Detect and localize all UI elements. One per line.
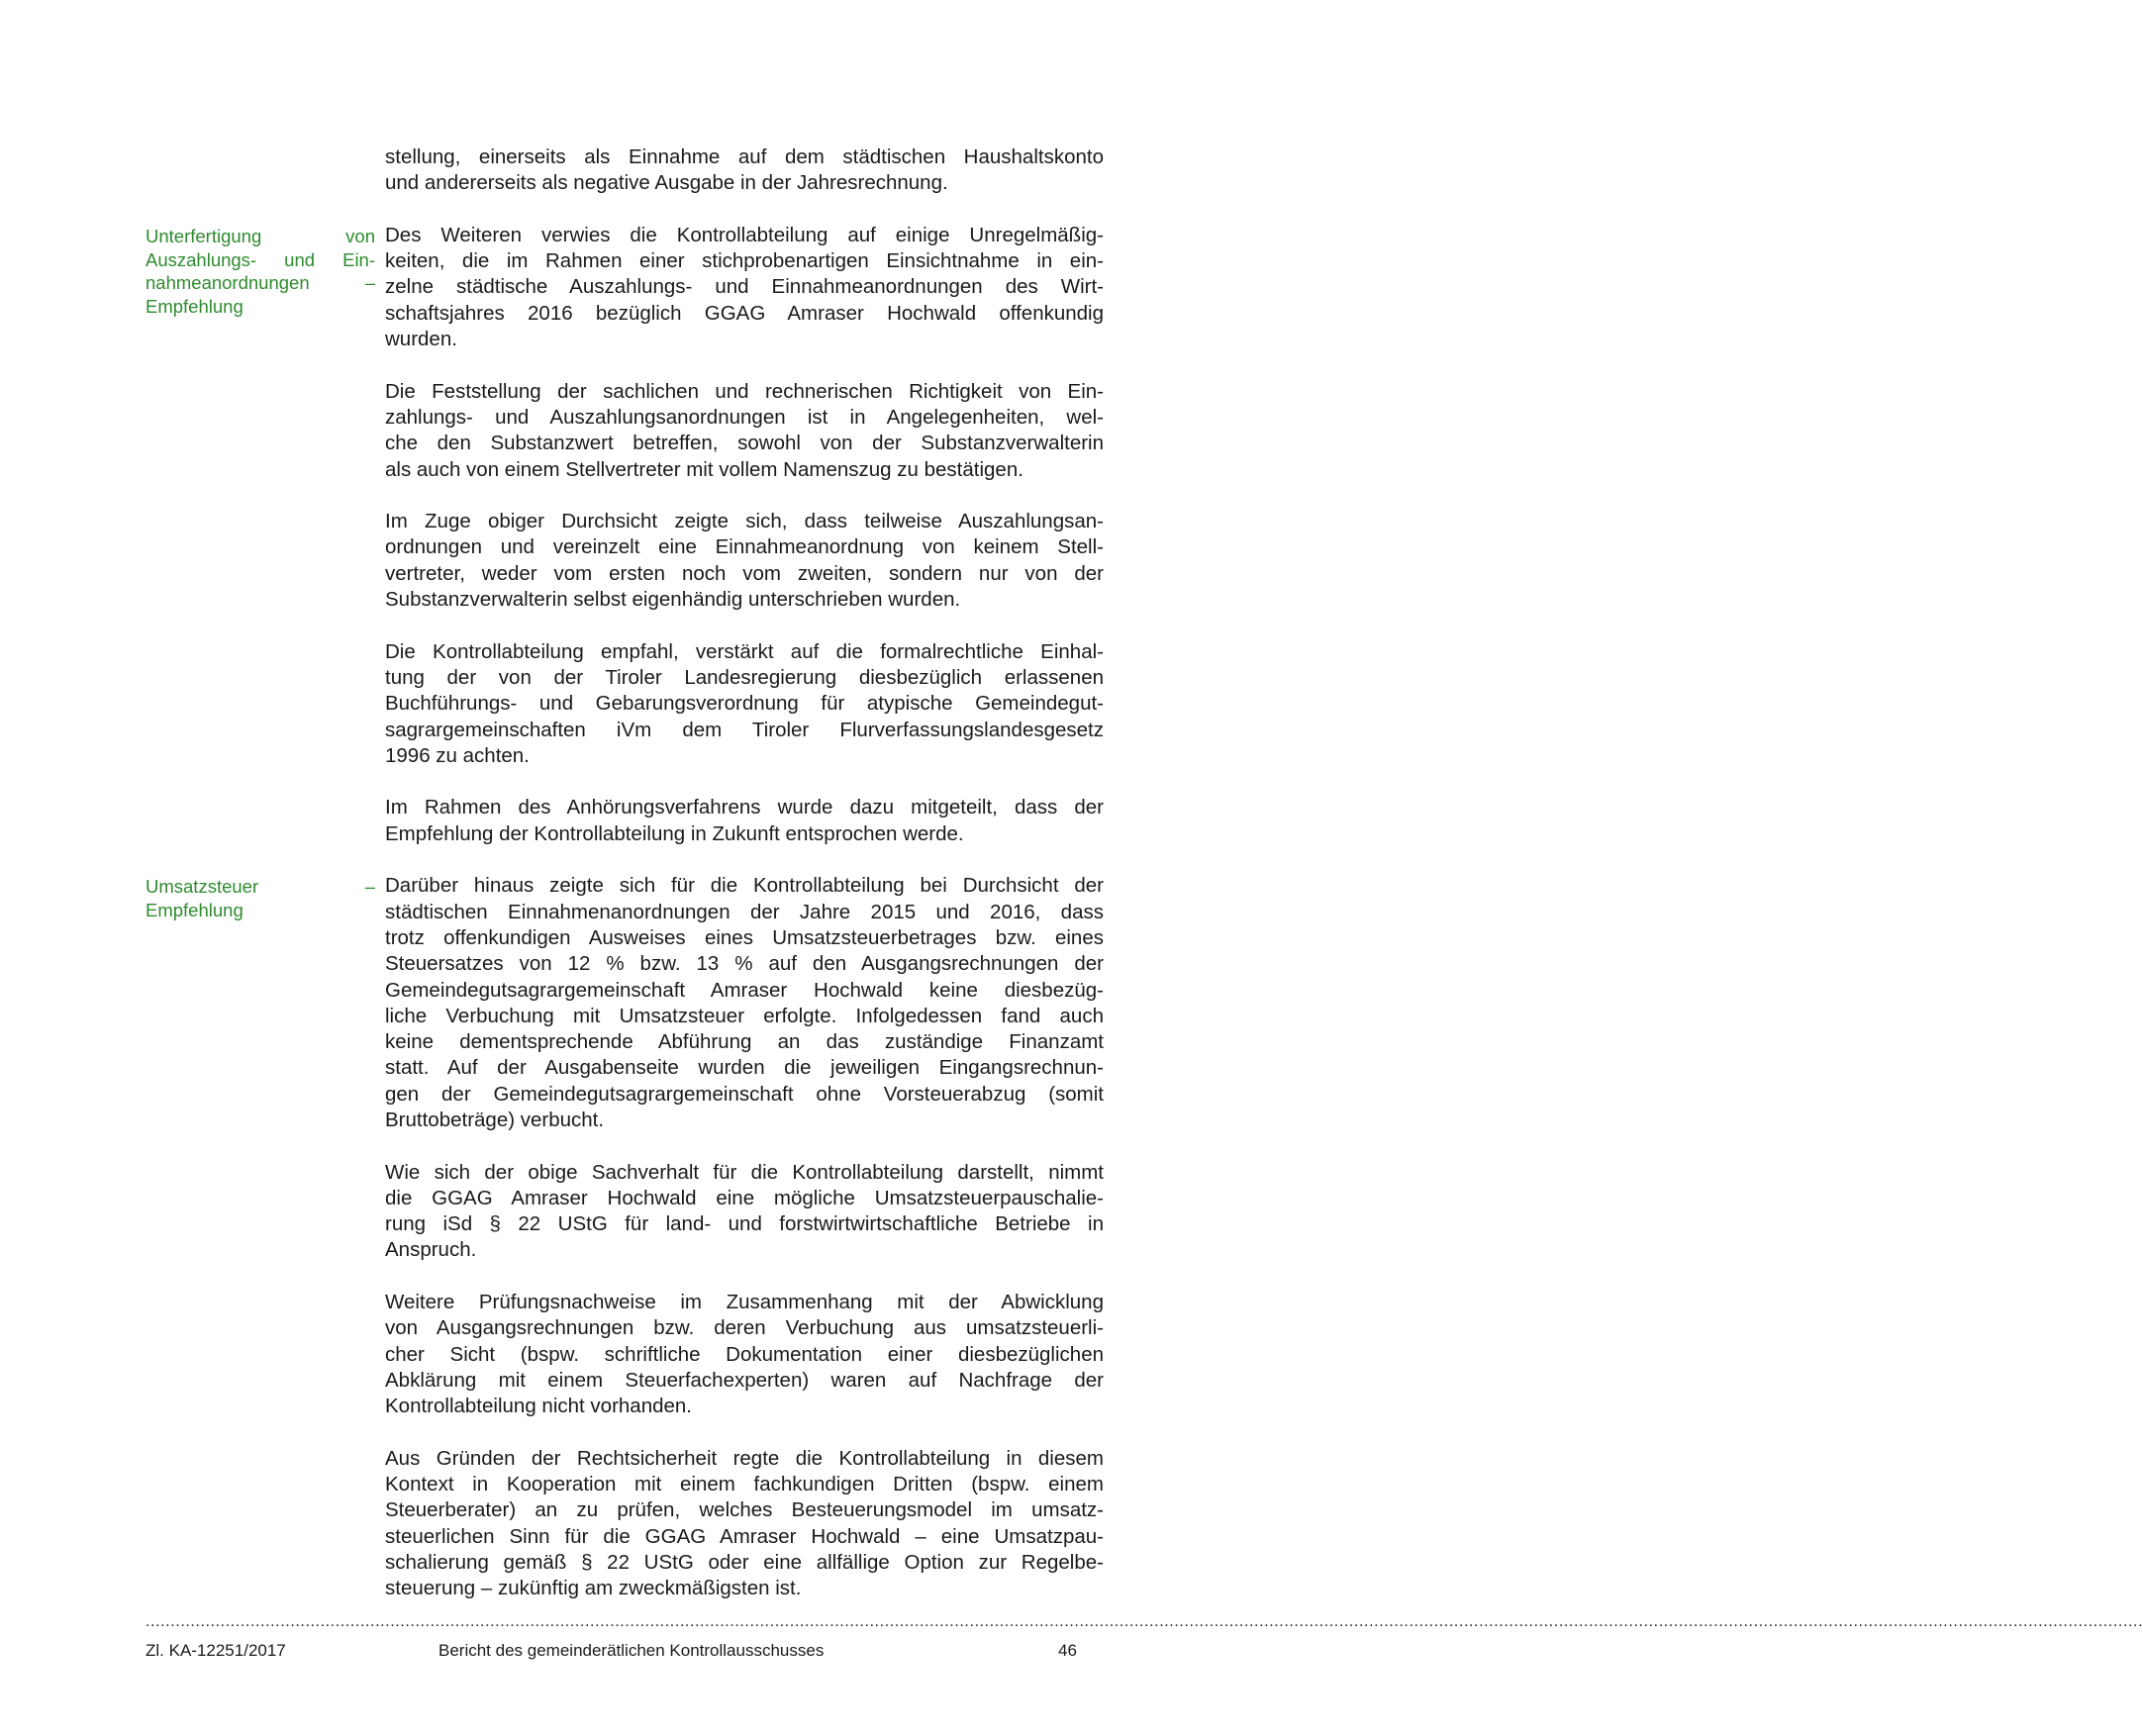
paragraph (385, 1160, 1104, 1264)
text-line: liche Verbuchung mit Umsatzsteuer erfolgte. Infolgedessen fand auch (385, 1004, 1104, 1027)
text-line: cher Sicht (bspw. schriftliche Dokumentation einer diesbezüglichen (385, 1342, 1104, 1366)
footer-title: Bericht des gemeinderätlichen Kontrollausschusses (438, 1641, 825, 1660)
text-line: Buchführungs- und Gebarungsverordnung für atypische Gemeindegut- (385, 692, 1104, 716)
paragraph (385, 379, 1104, 483)
text-line: zahlungs- und Auszahlungsanordnungen ist in Angelegenheiten, wel- (385, 405, 1104, 429)
text-line: Gemeindegutsagrargemeinschaft Amraser Hochwald keine diesbezüg- (385, 978, 1104, 1002)
text-line: keiten, die im Rahmen einer stichprobenartigen Einsichtnahme in ein- (385, 249, 1104, 273)
paragraph (385, 639, 1104, 769)
text-line: stellung, einerseits als Einnahme auf dem städtischen Haushaltskonto (385, 145, 1104, 168)
text-line: Die Kontrollabteilung empfahl, verstärkt auf die formalrechtliche Einhal- (385, 639, 1104, 663)
text-line: vertreter, weder vom ersten noch vom zweiten, sondern nur von der (385, 561, 1104, 585)
text-line: trotz offenkundigen Ausweises eines Umsatzsteuerbetrages bzw. eines (385, 925, 1104, 949)
text-line: gen der Gemeindegutsagrargemeinschaft ohne Vorsteuerabzug (somit (385, 1082, 1104, 1106)
page-number: 46 (1058, 1641, 1077, 1660)
text-line: und andererseits als negative Ausgabe in der Jahresrechnung. (385, 171, 948, 195)
text-line: Substanzverwalterin selbst eigenhändig unterschrieben wurden. (385, 588, 961, 612)
margin-note-umsatzsteuer (146, 875, 375, 921)
text-line: sagrargemeinschaften iVm dem Tiroler Flurverfassungslandesgesetz (385, 718, 1104, 741)
text-line: steuerung – zukünftig am zweckmäßigsten ist. (385, 1577, 802, 1600)
text-line: Auszahlungs- und Ein- (146, 248, 375, 270)
text-line: wurden. (385, 328, 457, 351)
text-line: Steuerberater) an zu prüfen, welches Besteuerungsmodel im umsatz- (385, 1498, 1104, 1522)
text-line: Aus Gründen der Rechtsicherheit regte die Kontrollabteilung in diesem (385, 1446, 1104, 1470)
text-line: schaftsjahres 2016 bezüglich GGAG Amraser Hochwald offenkundig (385, 301, 1104, 325)
text-line: Im Rahmen des Anhörungsverfahrens wurde dazu mitgeteilt, dass der (385, 796, 1104, 820)
text-line: 1996 zu achten. (385, 743, 530, 767)
footer-divider: ................................................................................................................................................................................................................................................................................................................................................................................................................ (146, 1613, 2143, 1630)
text-line: Im Zuge obiger Durchsicht zeigte sich, dass teilweise Auszahlungsan- (385, 510, 1104, 533)
text-line: tung der von der Tiroler Landesregierung diesbezüglich erlassenen (385, 665, 1104, 689)
text-line: Des Weiteren verwies die Kontrollabteilung auf einige Unregelmäßig- (385, 223, 1104, 246)
text-line: statt. Auf der Ausgabenseite wurden die jeweiligen Eingangsrechnun- (385, 1056, 1104, 1080)
text-line: rung iSd § 22 UStG für land- und forstwirtwirtschaftliche Betriebe in (385, 1212, 1104, 1236)
text-line: Abklärung mit einem Steuerfachexperten) waren auf Nachfrage der (385, 1368, 1104, 1392)
text-line: die GGAG Amraser Hochwald eine mögliche Umsatzsteuerpauschalie- (385, 1186, 1104, 1209)
text-line: Wie sich der obige Sachverhalt für die Kontrollabteilung darstellt, nimmt (385, 1160, 1104, 1184)
paragraph (385, 223, 1104, 352)
text-line: Die Feststellung der sachlichen und rechnerischen Richtigkeit von Ein- (385, 379, 1104, 403)
paragraph (385, 873, 1104, 1133)
text-line: als auch von einem Stellvertreter mit vollem Namenszug zu bestätigen. (385, 457, 1023, 481)
text-line: Bruttobeträge) verbucht. (385, 1108, 605, 1131)
text-line: Kontrollabteilung nicht vorhanden. (385, 1395, 692, 1418)
text-line: Kontext in Kooperation mit einem fachkundigen Dritten (bspw. einem (385, 1473, 1104, 1496)
paragraph (385, 1290, 1104, 1419)
text-line: Umsatzsteuer – (146, 876, 375, 897)
paragraph (385, 509, 1104, 613)
paragraph (385, 1446, 1104, 1602)
text-line: Empfehlung (146, 295, 244, 317)
text-line: keine dementsprechende Abführung an das zuständige Finanzamt (385, 1030, 1104, 1054)
text-line: Empfehlung der Kontrollabteilung in Zukunft entsprochen werde. (385, 821, 964, 845)
text-line: Unterfertigung von (146, 226, 375, 246)
text-line: Steuersatzes von 12 % bzw. 13 % auf den Ausgangsrechnungen der (385, 952, 1104, 976)
text-line: Darüber hinaus zeigte sich für die Kontrollabteilung bei Durchsicht der (385, 874, 1104, 898)
footer-reference: Zl. KA-12251/2017 (146, 1641, 286, 1660)
paragraph (385, 795, 1104, 847)
text-line: che den Substanzwert betreffen, sowohl von der Substanzverwalterin (385, 432, 1104, 455)
text-line: zelne städtische Auszahlungs- und Einnahmeanordnungen des Wirt- (385, 275, 1104, 299)
text-line: von Ausgangsrechnungen bzw. deren Verbuchung aus umsatzsteuerli- (385, 1316, 1104, 1340)
text-line: städtischen Einnahmenanordnungen der Jahre 2015 und 2016, dass (385, 900, 1104, 923)
body-text (385, 145, 1104, 1628)
text-line: ordnungen und vereinzelt eine Einnahmeanordnung von keinem Stell- (385, 535, 1104, 559)
text-line: Weitere Prüfungsnachweise im Zusammenhang mit der Abwicklung (385, 1291, 1104, 1314)
text-line: schalierung gemäß § 22 UStG oder eine allfällige Option zur Regelbe- (385, 1551, 1104, 1575)
margin-note-unterfertigung (146, 225, 375, 318)
paragraph (385, 145, 1104, 197)
text-line: steuerlichen Sinn für die GGAG Amraser Hochwald – eine Umsatzpau- (385, 1524, 1104, 1548)
text-line: nahmeanordnungen – (146, 272, 375, 293)
text-line: Empfehlung (146, 899, 244, 920)
text-line: Anspruch. (385, 1238, 477, 1262)
